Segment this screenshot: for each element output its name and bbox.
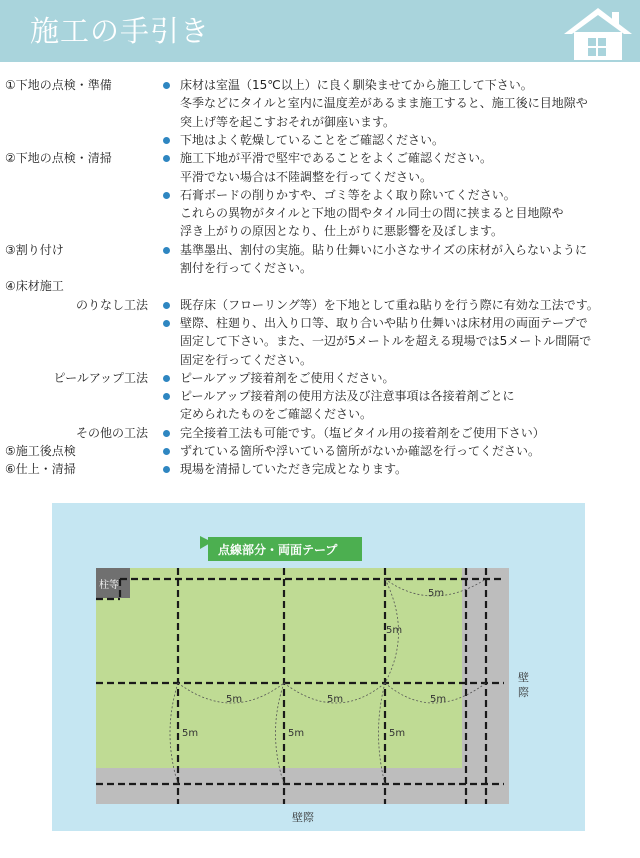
- instruction-text: 突上げ等を起こすおそれが御座います。: [180, 114, 396, 129]
- section-label: ⑤施工後点検: [5, 444, 76, 458]
- instruction-text: 割付を行ってください。: [180, 261, 313, 275]
- instruction-text: 基準墨出、割付の実施。貼り仕舞いに小さなサイズの床材が入らないように: [180, 242, 588, 257]
- section-label: その他の工法: [75, 425, 148, 440]
- bullet-icon: [163, 137, 170, 144]
- section-label: のりなし工法: [75, 297, 148, 312]
- pillar-label: 柱等: [99, 580, 119, 591]
- distance-label: 5m: [430, 694, 447, 705]
- bullet-icon: [163, 448, 170, 455]
- bullet-icon: [163, 430, 170, 437]
- wall-right-label-2: 際: [518, 686, 529, 699]
- section-label: ③割り付け: [5, 242, 64, 257]
- instruction-text: 定められたものをご確認ください。: [180, 407, 373, 422]
- distance-label: 5m: [226, 694, 243, 705]
- instruction-text: 固定を行ってください。: [180, 352, 313, 367]
- bottom-wall: [96, 768, 509, 804]
- instruction-text: 施工下地が平滑で堅牢であることをよくご確認ください。: [180, 151, 493, 166]
- instruction-text: 平滑でない場合は不陸調整を行ってください。: [180, 169, 433, 184]
- instruction-text: 壁際、柱廻り、出入り口等、取り合いや貼り仕舞いは床材用の両面テープで: [180, 315, 588, 330]
- instruction-text: 現場を清掃していただき完成となります。: [180, 462, 408, 477]
- distance-label: 5m: [327, 694, 344, 705]
- house-icon: [560, 4, 636, 60]
- floor-area: [96, 568, 462, 768]
- distance-label: 5m: [288, 728, 305, 739]
- distance-label: 5m: [428, 588, 445, 599]
- section-label: ピールアップ工法: [53, 370, 148, 385]
- bullet-icon: [163, 466, 170, 473]
- instruction-text: 冬季などにタイルと室内に温度差があるまま施工すると、施工後に目地隙や: [180, 96, 588, 111]
- distance-label: 5m: [389, 728, 406, 739]
- instruction-text: 完全接着工法も可能です。（塩ビタイル用の接着剤をご使用下さい）: [180, 425, 545, 440]
- distance-label: 5m: [386, 625, 403, 636]
- bullet-icon: [163, 302, 170, 309]
- section-label: ⑥仕上・清掃: [5, 462, 76, 477]
- bullet-icon: [163, 393, 170, 400]
- bullet-icon: [163, 82, 170, 89]
- bullet-icon: [163, 192, 170, 199]
- instruction-text: 下地はよく乾燥していることをご確認ください。: [180, 132, 445, 147]
- instruction-text: ずれている箇所や浮いている箇所がないか確認を行ってください。: [180, 444, 541, 458]
- instruction-text: 石膏ボードの削りかすや、ゴミ等をよく取り除いてください。: [180, 187, 516, 202]
- instruction-text: ピールアップ接着剤の使用方法及び注意事項は各接着剤ごとに: [180, 389, 515, 404]
- page-title: 施工の手引き: [30, 14, 211, 48]
- section-label: ④床材施工: [5, 279, 64, 294]
- wall-right-label: 壁: [518, 671, 529, 684]
- bullet-icon: [163, 320, 170, 327]
- page-header: [0, 0, 640, 62]
- instruction-text: 浮き上がりの原因となり、仕上がりに悪影響を及ぼします。: [180, 224, 504, 239]
- bullet-icon: [163, 247, 170, 254]
- distance-label: 5m: [182, 728, 199, 739]
- installation-diagram: [52, 503, 585, 831]
- section-label: ①下地の点検・準備: [5, 78, 112, 92]
- bullet-icon: [163, 375, 170, 382]
- instruction-text: ピールアップ接着剤をご使用ください。: [180, 370, 395, 385]
- wall-bottom-label: 壁際: [292, 811, 314, 824]
- instruction-text: これらの異物がタイルと下地の間やタイル同士の間に挟まると目地隙や: [180, 206, 564, 221]
- instruction-text: 固定して下さい。また、一辺が5メートルを超える現場では5メートル間隔で: [180, 334, 592, 349]
- section-label: ②下地の点検・清掃: [5, 151, 112, 166]
- instruction-text: 既存床（フローリング等）を下地として重ね貼りを行う際に有効な工法です。: [180, 297, 599, 312]
- bullet-icon: [163, 155, 170, 162]
- callout-label: 点線部分・両面テープ: [218, 543, 338, 557]
- instruction-text: 床材は室温（15℃以上）に良く馴染ませてから施工して下さい。: [180, 78, 533, 92]
